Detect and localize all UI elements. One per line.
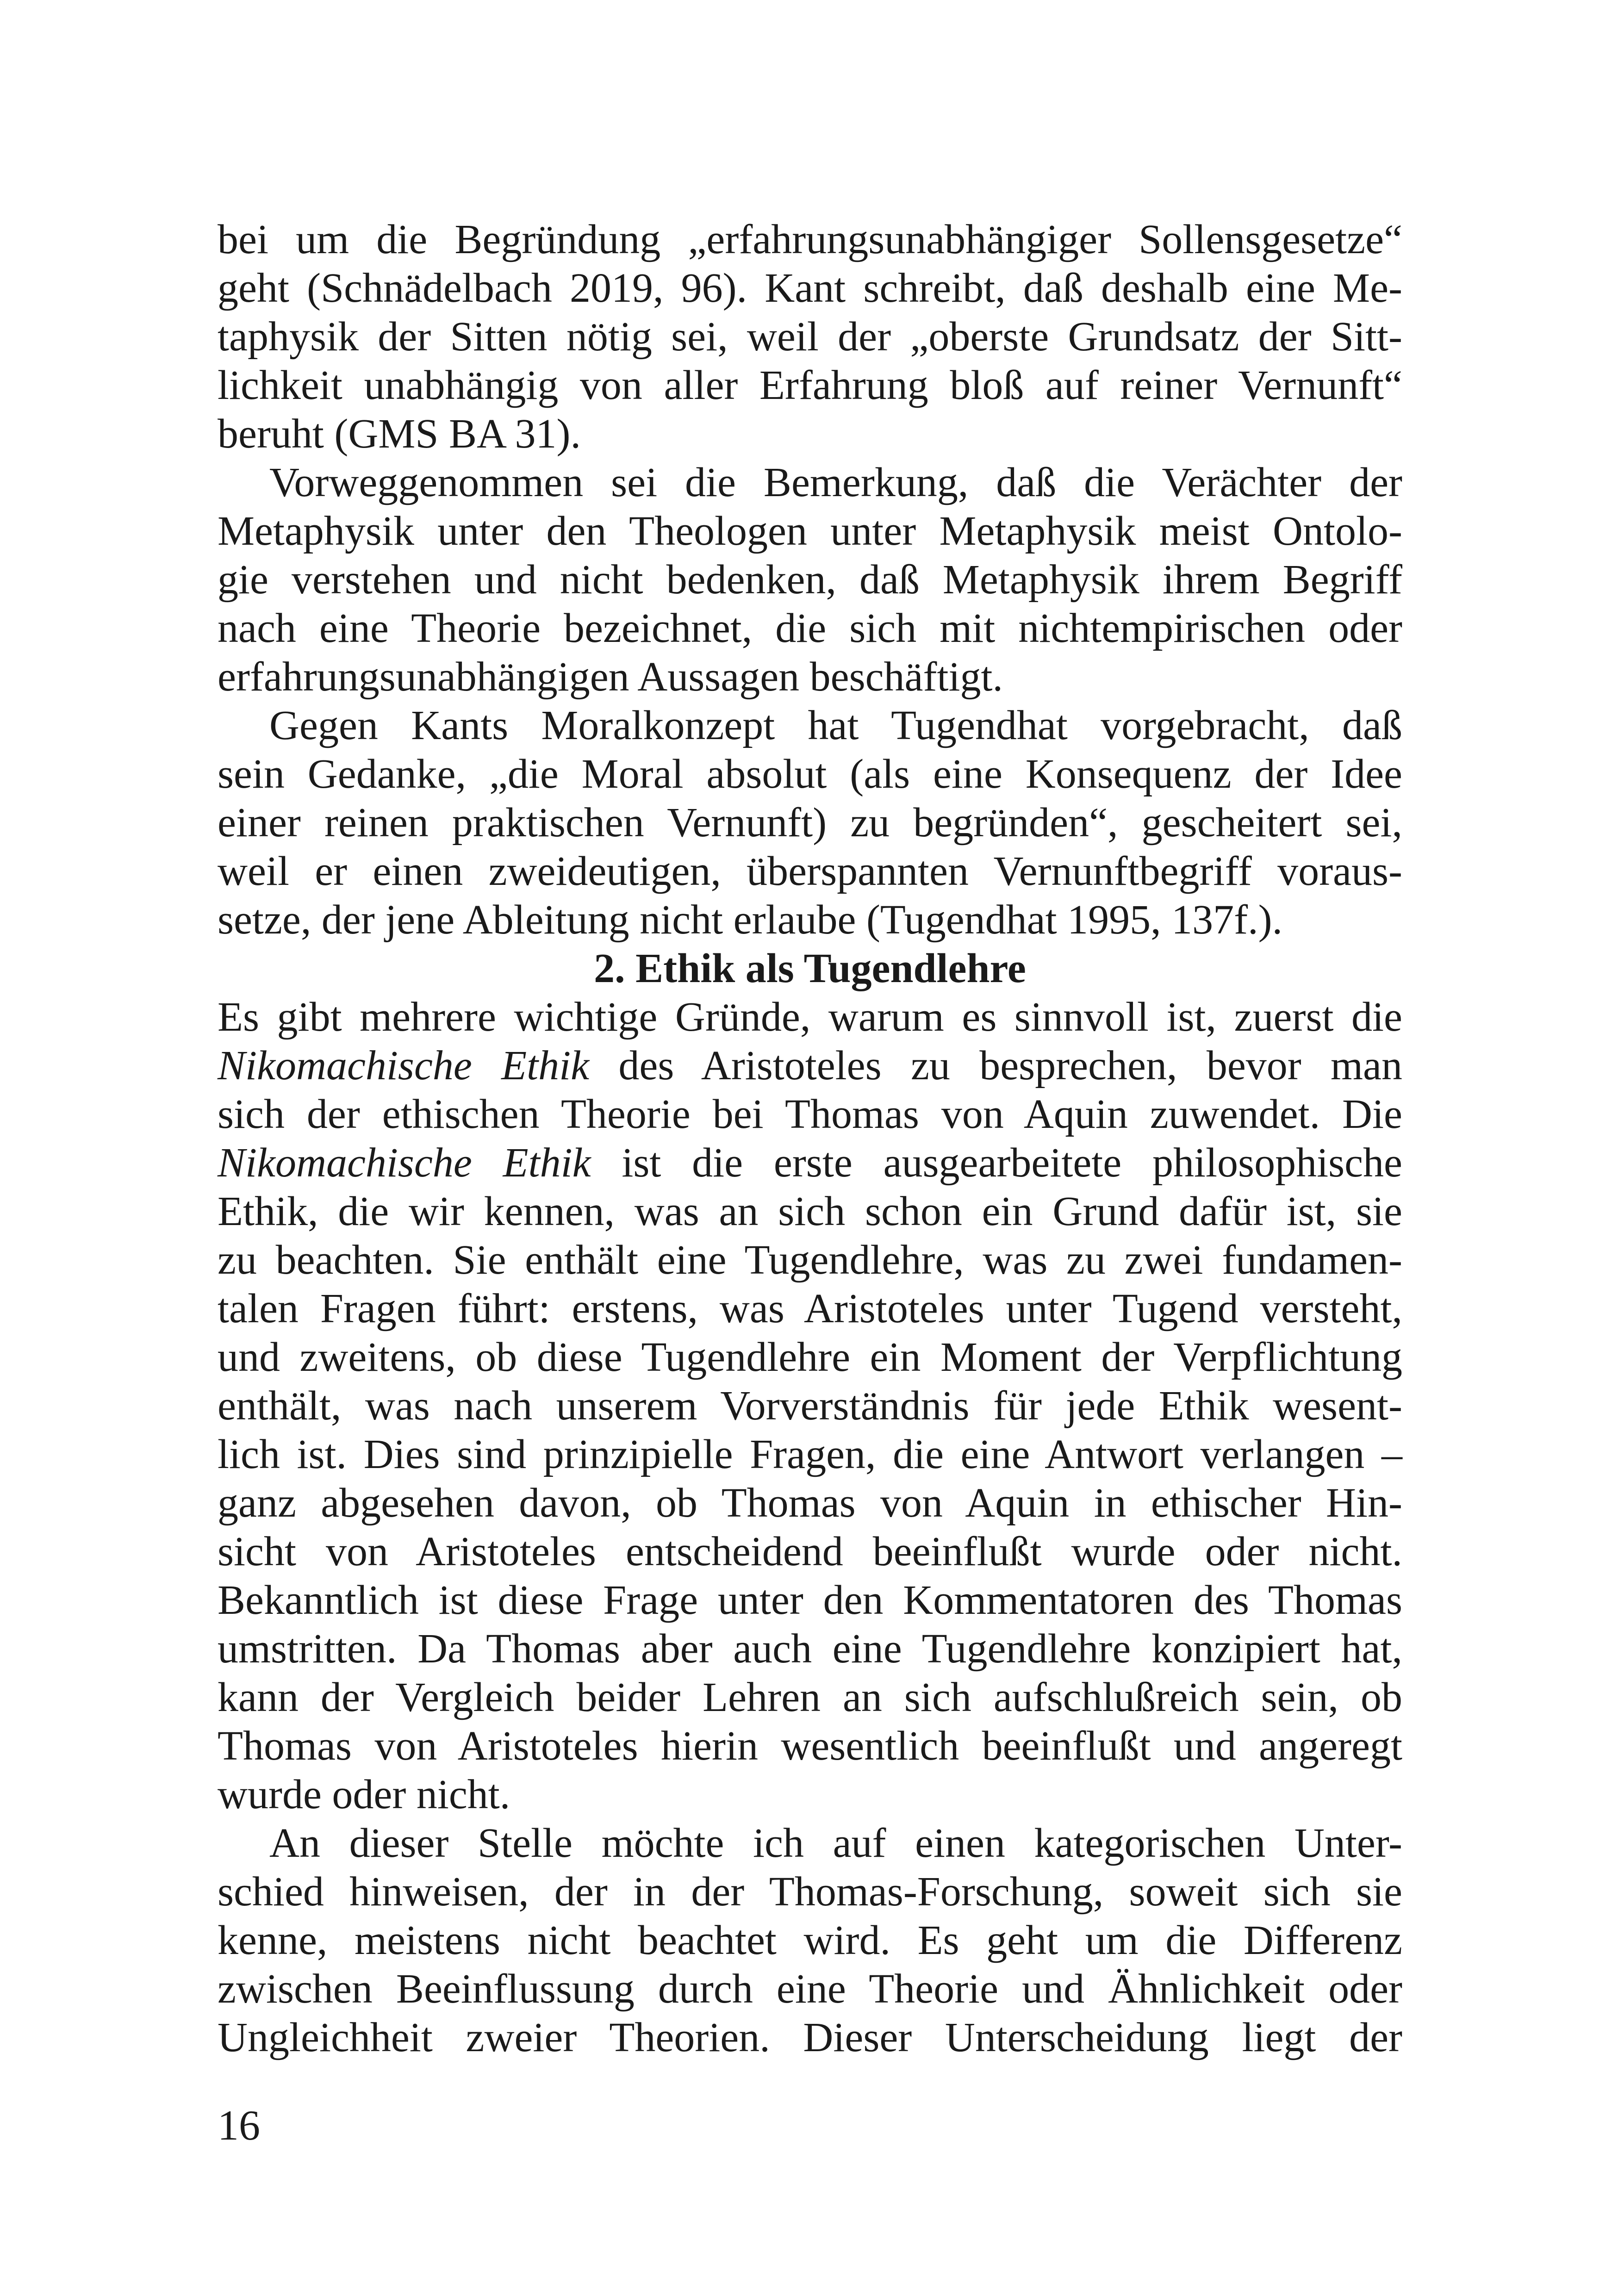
book-title-italic: Nikomachische Ethik <box>218 1140 591 1186</box>
text-line: umstritten. Da Thomas aber auch eine Tugendlehre konzipiert hat, <box>218 1626 1402 1672</box>
text-line: beruht (GMS BA 31). <box>218 411 581 457</box>
text-line: Bekanntlich ist diese Frage unter den Kommentatoren des Thomas <box>218 1577 1402 1623</box>
body-text <box>218 215 1402 2062</box>
paragraph-first-line: Vorweggenommen sei die Bemerkung, daß die Verächter der <box>269 460 1402 505</box>
section-heading: 2. Ethik als Tugendlehre <box>594 946 1026 991</box>
text-line: Thomas von Aristoteles hierin wesentlich beeinflußt und angeregt <box>218 1723 1402 1769</box>
text-line: Ethik, die wir kennen, was an sich schon ein Grund dafür ist, sie <box>218 1188 1402 1234</box>
text-line: kann der Vergleich beider Lehren an sich aufschlußreich sein, ob <box>218 1674 1402 1720</box>
page-number: 16 <box>218 2102 260 2149</box>
text-line: taphysik der Sitten nötig sei, weil der „oberste Grundsatz der Sitt- <box>218 314 1402 360</box>
text-line: enthält, was nach unserem Vorverständnis für jede Ethik wesent- <box>218 1383 1402 1429</box>
text-line: erfahrungsunabhängigen Aussagen beschäftigt. <box>218 654 1003 700</box>
book-title-italic: Nikomachische Ethik <box>218 1043 590 1089</box>
text-line: lich ist. Dies sind prinzipielle Fragen, die eine Antwort verlangen – <box>218 1431 1402 1477</box>
text-line: talen Fragen führt: erstens, was Aristoteles unter Tugend versteht, <box>218 1286 1402 1332</box>
text-line: zu beachten. Sie enthält eine Tugendlehre, was zu zwei fundamen- <box>218 1237 1402 1283</box>
text-line: schied hinweisen, der in der Thomas-Forschung, soweit sich sie <box>218 1869 1402 1915</box>
text-line: Nikomachische Ethik des Aristoteles zu besprechen, bevor man <box>218 1043 1402 1089</box>
text-line: weil er einen zweideutigen, überspannten Vernunftbegriff voraus- <box>218 848 1402 894</box>
paragraph-first-line: Gegen Kants Moralkonzept hat Tugendhat vorgebracht, daß <box>269 703 1402 748</box>
text-line: Metaphysik unter den Theologen unter Metaphysik meist Ontolo- <box>218 508 1402 554</box>
text-line: Nikomachische Ethik ist die erste ausgearbeitete philosophische <box>218 1140 1402 1186</box>
text-line: lichkeit unabhängig von aller Erfahrung bloß auf reiner Vernunft“ <box>218 362 1402 408</box>
text-line: Ungleichheit zweier Theorien. Dieser Unterscheidung liegt der <box>218 2015 1402 2060</box>
text-line: gie verstehen und nicht bedenken, daß Metaphysik ihrem Begriff <box>218 557 1402 603</box>
text-line: sein Gedanke, „die Moral absolut (als eine Konsequenz der Idee <box>218 751 1402 797</box>
text-line: einer reinen praktischen Vernunft) zu begründen“, gescheitert sei, <box>218 800 1402 846</box>
text-line: geht (Schnädelbach 2019, 96). Kant schreibt, daß deshalb eine Me- <box>218 265 1402 311</box>
text-line: ganz abgesehen davon, ob Thomas von Aquin in ethischer Hin- <box>218 1480 1402 1526</box>
text-line: zwischen Beeinflussung durch eine Theorie und Ähnlichkeit oder <box>218 1966 1402 2012</box>
text-line: sicht von Aristoteles entscheidend beeinflußt wurde oder nicht. <box>218 1529 1402 1574</box>
text-line: und zweitens, ob diese Tugendlehre ein Moment der Verpflichtung <box>218 1334 1402 1380</box>
text-line: sich der ethischen Theorie bei Thomas von Aquin zuwendet. Die <box>218 1091 1402 1137</box>
paragraph-first-line: An dieser Stelle möchte ich auf einen kategorischen Unter- <box>269 1820 1402 1866</box>
text-line: wurde oder nicht. <box>218 1772 510 1817</box>
text-line: Es gibt mehrere wichtige Gründe, warum es sinnvoll ist, zuerst die <box>218 994 1402 1040</box>
text-line: bei um die Begründung „erfahrungsunabhängiger Sollensgesetze“ <box>218 217 1402 262</box>
text-line: nach eine Theorie bezeichnet, die sich mit nichtempirischen oder <box>218 605 1402 651</box>
text-line: kenne, meistens nicht beachtet wird. Es geht um die Differenz <box>218 1917 1402 1963</box>
text-line: setze, der jene Ableitung nicht erlaube (Tugendhat 1995, 137f.). <box>218 897 1283 943</box>
